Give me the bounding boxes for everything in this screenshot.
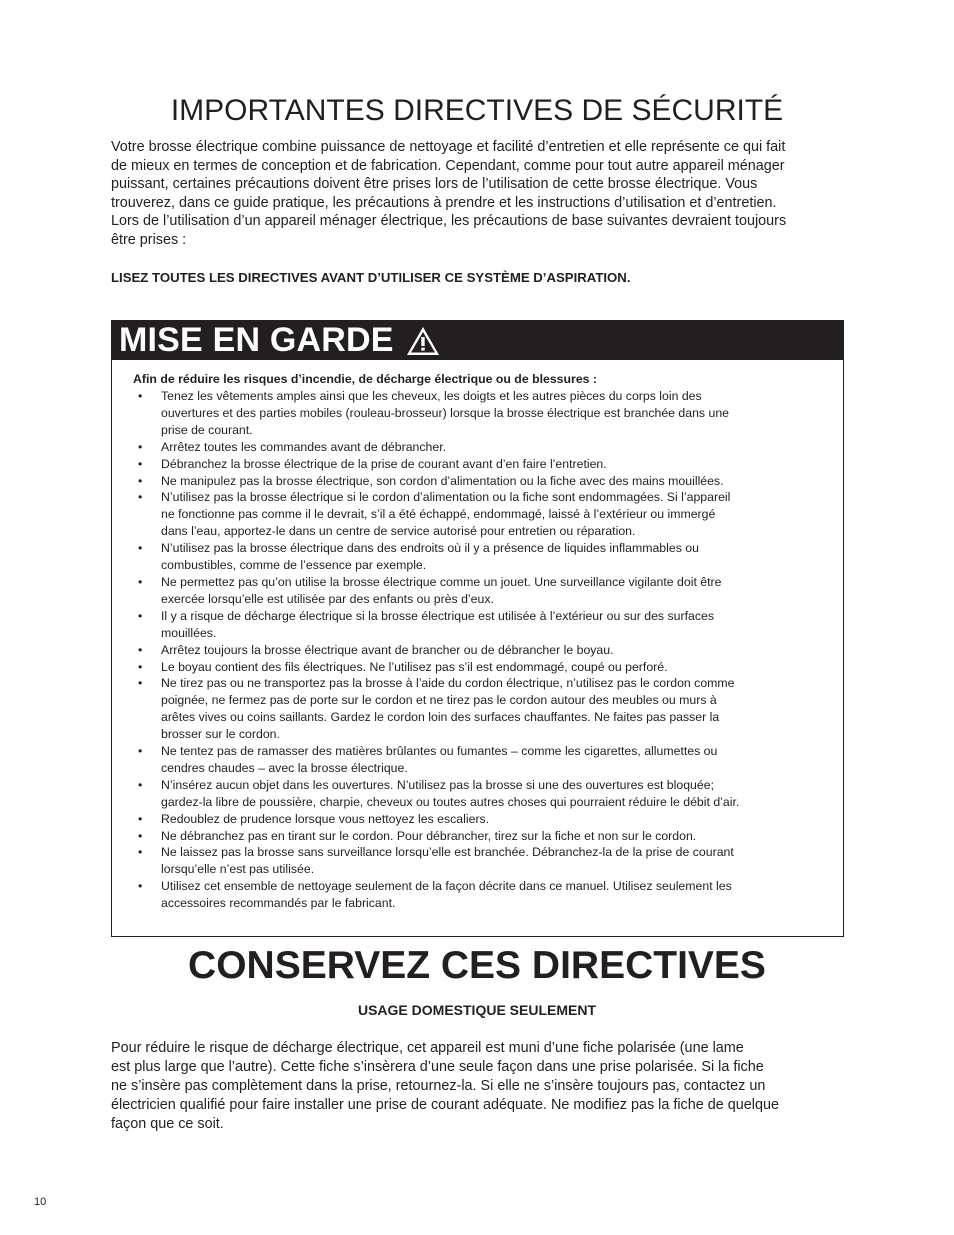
warning-item-line: Ne tentez pas de ramasser des matières brûlantes ou fumantes – comme les cigarettes, allumettes ou <box>161 744 718 759</box>
warning-item <box>133 777 833 811</box>
warning-item <box>133 659 833 676</box>
polarized-line: Pour réduire le risque de décharge électrique, cet appareil est muni d’une fiche polarisée (une lame <box>111 1040 744 1056</box>
warning-item-line: N’utilisez pas la brosse électrique dans des endroits où il y a présence de liquides inflammables ou <box>161 541 699 556</box>
warning-item <box>133 642 833 659</box>
warning-item-line: Le boyau contient des fils électriques. Ne l’utilisez pas s’il est endommagé, coupé ou perforé. <box>161 659 668 674</box>
bullet-icon: • <box>138 659 143 674</box>
bullet-icon: • <box>138 845 143 860</box>
warning-box <box>111 320 844 937</box>
warning-item-line: arêtes vives ou coins saillants. Gardez le cordon loin des surfaces chauffantes. Ne faites pas passer la <box>161 710 720 725</box>
warning-item-line: Il y a risque de décharge électrique si la brosse électrique est utilisée à l’extérieur ou sur des surfaces <box>161 608 714 623</box>
warning-item <box>133 456 833 473</box>
bullet-icon: • <box>138 473 143 488</box>
bullet-icon: • <box>138 811 143 826</box>
warning-item <box>133 811 833 828</box>
polarized-line: est plus large que l’autre). Cette fiche s’insèrera d’une seule façon dans une prise polarisée. Si la fiche <box>111 1059 764 1075</box>
warning-item-line: ne fonctionne pas comme il le devrait, s’il a été échappé, endommagé, laissé à l’extérieur ou immergé <box>161 507 716 522</box>
warning-item-line: Redoublez de prudence lorsque vous nettoyez les escaliers. <box>161 811 490 826</box>
polarized-line: électricien qualifié pour faire installer une prise de courant adéquate. Ne modifiez pas la fiche de quelque <box>111 1097 779 1113</box>
page-number: 10 <box>34 1196 47 1208</box>
warning-item <box>133 878 833 912</box>
warning-item-line: N’utilisez pas la brosse électrique si le cordon d’alimentation ou la fiche sont endommagées. Si l’appareil <box>161 490 731 505</box>
warning-item-line: Ne laissez pas la brosse sans surveillance lorsqu’elle est branchée. Débranchez-la de la prise de courant <box>161 845 734 860</box>
polarized-line: ne s’insère pas complètement dans la prise, retournez-la. Si elle ne s’insère toujours pas, contactez un <box>111 1078 766 1094</box>
intro-paragraph <box>111 138 846 250</box>
warning-item-line: ouvertures et des parties mobiles (rouleau-brosseur) lorsque la brosse électrique est branchée dans une <box>161 405 730 420</box>
intro-line: trouverez, dans ce guide pratique, les précautions à prendre et les instructions d’utilisation et d’entretien. <box>111 194 777 211</box>
intro-line: de mieux en termes de conception et de fabrication. Cependant, comme pour tout autre appareil ménager <box>111 157 785 174</box>
warning-item <box>133 388 833 439</box>
warning-item-line: gardez-la libre de poussière, charpie, cheveux ou toutes autres choses qui pourraient réduire le débit d’air. <box>161 794 740 809</box>
warning-item <box>133 675 833 743</box>
bullet-icon: • <box>138 608 143 623</box>
warning-item-line: accessoires recommandés par le fabricant. <box>161 896 396 911</box>
warning-item <box>133 540 833 574</box>
warning-item-line: poignée, ne fermez pas de porte sur le cordon et ne tirez pas le cordon autour des meubles ou murs à <box>161 693 717 708</box>
warning-item <box>133 828 833 845</box>
bullet-icon: • <box>138 490 143 505</box>
bullet-icon: • <box>138 541 143 556</box>
warning-item-line: Arrêtez toujours la brosse électrique avant de brancher ou de débrancher le boyau. <box>161 642 614 657</box>
warning-item <box>133 489 833 540</box>
household-use-only: USAGE DOMESTIQUE SEULEMENT <box>357 1002 597 1018</box>
bullet-icon: • <box>138 744 143 759</box>
warning-item-line: Ne manipulez pas la brosse électrique, son cordon d’alimentation ou la fiche avec des mains mouillées. <box>161 473 724 488</box>
warning-item-line: Ne débranchez pas en tirant sur le cordon. Pour débrancher, tirez sur la fiche et non sur le cordon. <box>161 828 697 843</box>
bullet-icon: • <box>138 777 143 792</box>
warning-item-line: combustibles, comme de l’essence par exemple. <box>161 558 427 573</box>
warning-item <box>133 743 833 777</box>
warning-item-line: Ne tirez pas ou ne transportez pas la brosse à l’aide du cordon électrique, n’utilisez pas le cordon comme <box>161 676 735 691</box>
polarized-plug-paragraph <box>111 1039 841 1134</box>
warning-item-line: Utilisez cet ensemble de nettoyage seulement de la façon décrite dans ce manuel. Utilisez seulement les <box>161 879 732 894</box>
warning-item-line: exercée lorsqu’elle est utilisée par des enfants ou près d’eux. <box>161 591 494 606</box>
intro-line: être prises : <box>111 231 187 248</box>
warning-triangle-icon <box>405 325 441 357</box>
intro-line: Lors de l’utilisation d’un appareil ménager électrique, les précautions de base suivantes devraient toujours <box>111 213 787 230</box>
save-instructions-title: CONSERVEZ CES DIRECTIVES <box>188 944 766 987</box>
warning-item-line: mouillées. <box>161 625 217 640</box>
warning-title: MISE EN GARDE <box>119 321 394 359</box>
warning-item-line: lorsqu’elle n’est pas utilisée. <box>161 862 315 877</box>
warning-item-line: Débranchez la brosse électrique de la prise de courant avant d’en faire l’entretien. <box>161 456 607 471</box>
warning-item-line: Tenez les vêtements amples ainsi que les cheveux, les doigts et les autres pièces du corps loin des <box>161 389 702 403</box>
warning-item-line: Ne permettez pas qu’on utilise la brosse électrique comme un jouet. Une surveillance vigilante doit être <box>161 574 722 589</box>
warning-item <box>133 844 833 878</box>
warning-header <box>112 321 843 360</box>
warning-item-line: prise de courant. <box>161 422 253 437</box>
warning-item <box>133 473 833 490</box>
polarized-line: façon que ce soit. <box>111 1116 224 1132</box>
warning-item <box>133 608 833 642</box>
warning-item-line: Arrêtez toutes les commandes avant de débrancher. <box>161 439 447 454</box>
bullet-icon: • <box>138 642 143 657</box>
read-all-instructions: LISEZ TOUTES LES DIRECTIVES AVANT D’UTILISER CE SYSTÈME D’ASPIRATION. <box>111 270 631 285</box>
bullet-icon: • <box>138 389 143 403</box>
page-title: IMPORTANTES DIRECTIVES DE SÉCURITÉ <box>170 94 784 127</box>
bullet-icon: • <box>138 879 143 894</box>
intro-line: puissant, certaines précautions doivent être prises lors de l’utilisation de cette brosse électrique. Vous <box>111 176 758 193</box>
bullet-icon: • <box>138 574 143 589</box>
warning-item-line: N’insérez aucun objet dans les ouvertures. N’utilisez pas la brosse si une des ouvertures est bloquée; <box>161 777 714 792</box>
bullet-icon: • <box>138 828 143 843</box>
bullet-icon: • <box>138 456 143 471</box>
bullet-icon: • <box>138 439 143 454</box>
warning-item-line: brosser sur le cordon. <box>161 727 280 742</box>
intro-line: Votre brosse électrique combine puissance de nettoyage et facilité d’entretien et elle représente ce qui fait <box>111 139 786 155</box>
warning-item <box>133 439 833 456</box>
bullet-icon: • <box>138 676 143 691</box>
warning-item-line: cendres chaudes – avec la brosse électrique. <box>161 760 408 775</box>
warning-item-line: dans l’eau, apportez-le dans un centre de service autorisé pour entretien ou réparation. <box>161 524 636 539</box>
warning-item <box>133 574 833 608</box>
warning-list <box>133 388 833 912</box>
warning-lead: Afin de réduire les risques d’incendie, de décharge électrique ou de blessures : <box>133 372 598 386</box>
